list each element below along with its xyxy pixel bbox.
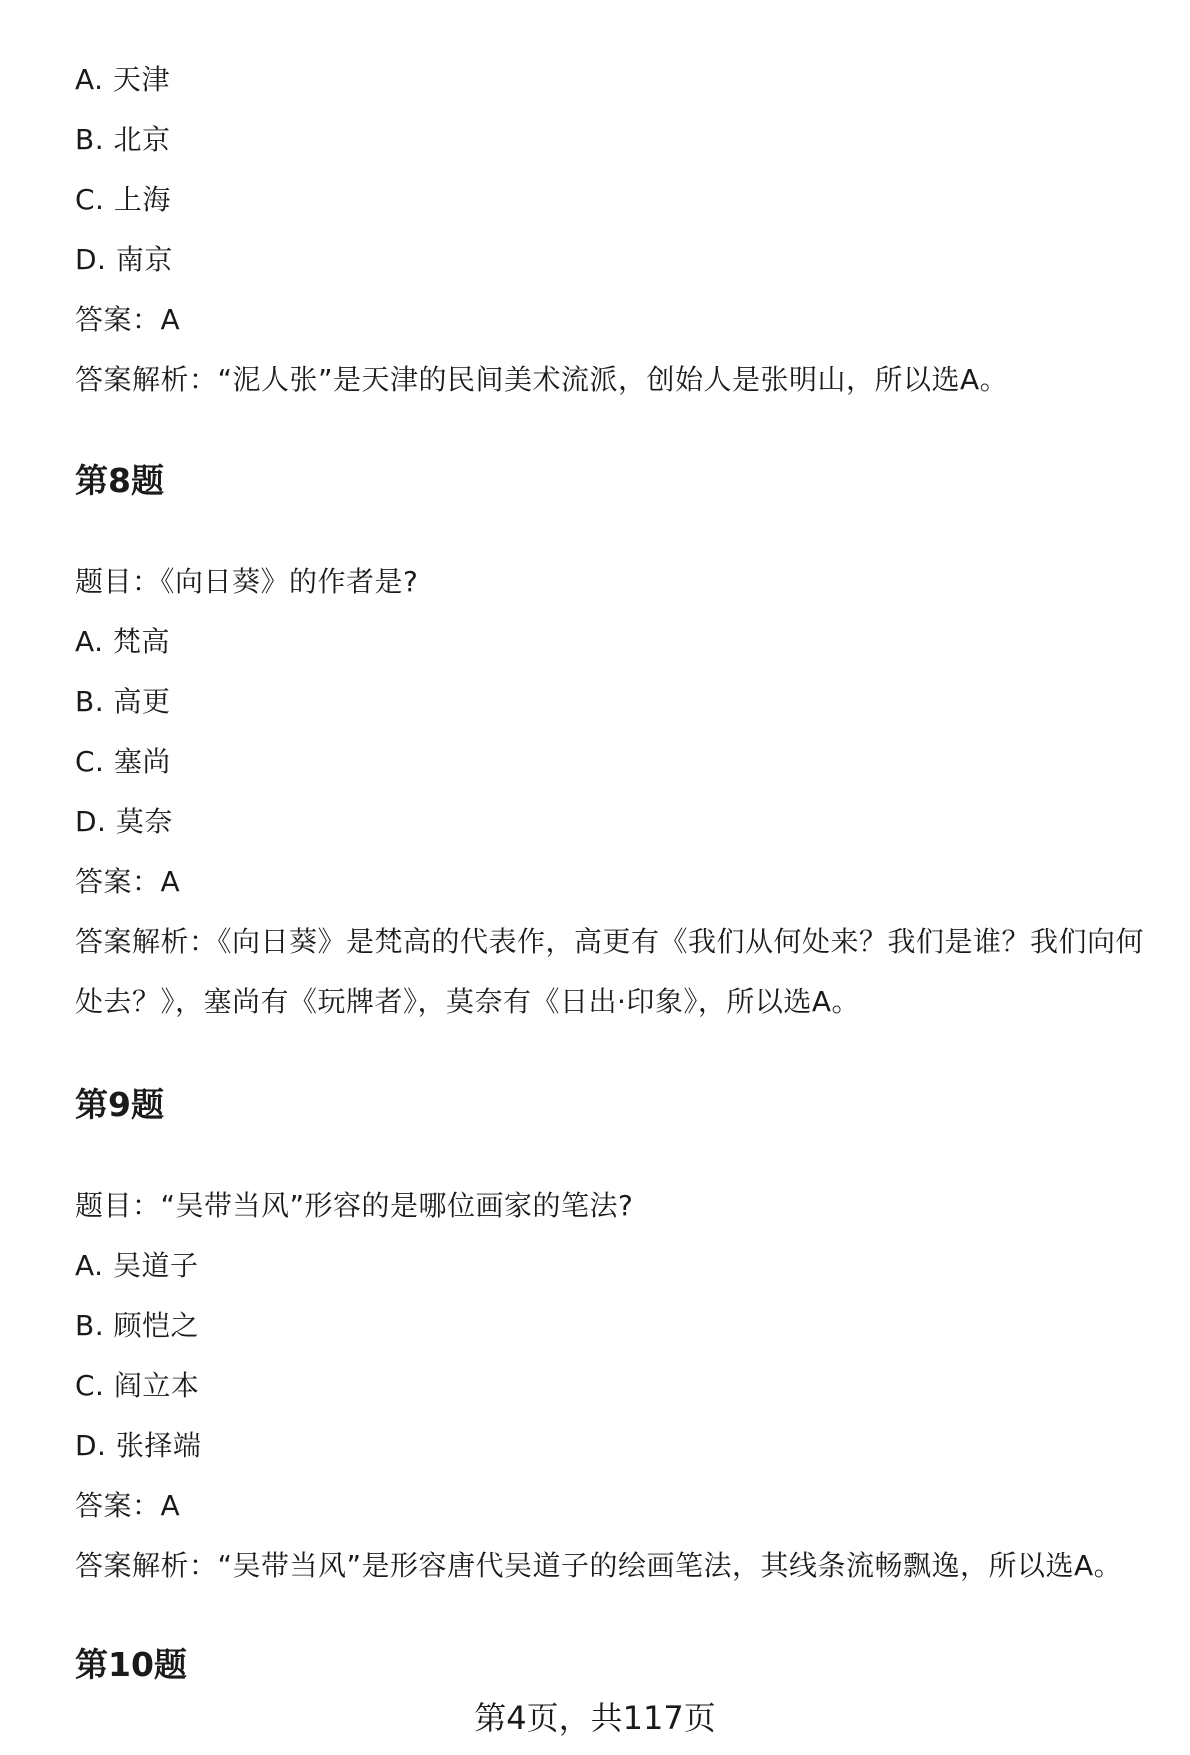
q9-answer: 答案：A [75, 1489, 181, 1522]
q7-answer: 答案：A [75, 303, 181, 336]
q7-option-c: C. 上海 [75, 183, 171, 216]
q8-option-a: A. 梵高 [75, 625, 170, 658]
q9-option-d: D. 张择端 [75, 1429, 202, 1462]
q7-option-a: A. 天津 [75, 63, 170, 96]
q9-option-c: C. 阎立本 [75, 1369, 200, 1402]
q8-analysis: 答案解析：《向日葵》是梵高的代表作，高更有《我们从何处来？我们是谁？我们向何处去？》，塞尚有《玩牌者》，莫奈有《日出·印象》，所以选A。 [75, 925, 1145, 1018]
q7-option-b: B. 北京 [75, 123, 171, 156]
q8-heading: 第8题 [75, 461, 164, 500]
q10-heading: 第10题 [75, 1645, 187, 1684]
q9-option-b: B. 顾恺之 [75, 1309, 200, 1342]
q9-question: 题目：“吴带当风”形容的是哪位画家的笔法? [75, 1189, 634, 1222]
q8-option-b: B. 高更 [75, 685, 171, 718]
q9-analysis: 答案解析：“吴带当风”是形容唐代吴道子的绘画笔法，其线条流畅飘逸，所以选A。 [75, 1549, 1123, 1582]
q7-option-d: D. 南京 [75, 243, 173, 276]
q8-answer: 答案：A [75, 865, 181, 898]
q8-question: 题目：《向日葵》的作者是? [75, 565, 419, 598]
q9-option-a: A. 吴道子 [75, 1249, 199, 1282]
q8-option-c: C. 塞尚 [75, 745, 171, 778]
page-number-footer: 第4页，共117页 [474, 1699, 716, 1737]
q8-option-d: D. 莫奈 [75, 805, 173, 838]
q9-heading: 第9题 [75, 1085, 164, 1124]
q7-analysis: 答案解析：“泥人张”是天津的民间美术流派，创始人是张明山，所以选A。 [75, 363, 1009, 396]
